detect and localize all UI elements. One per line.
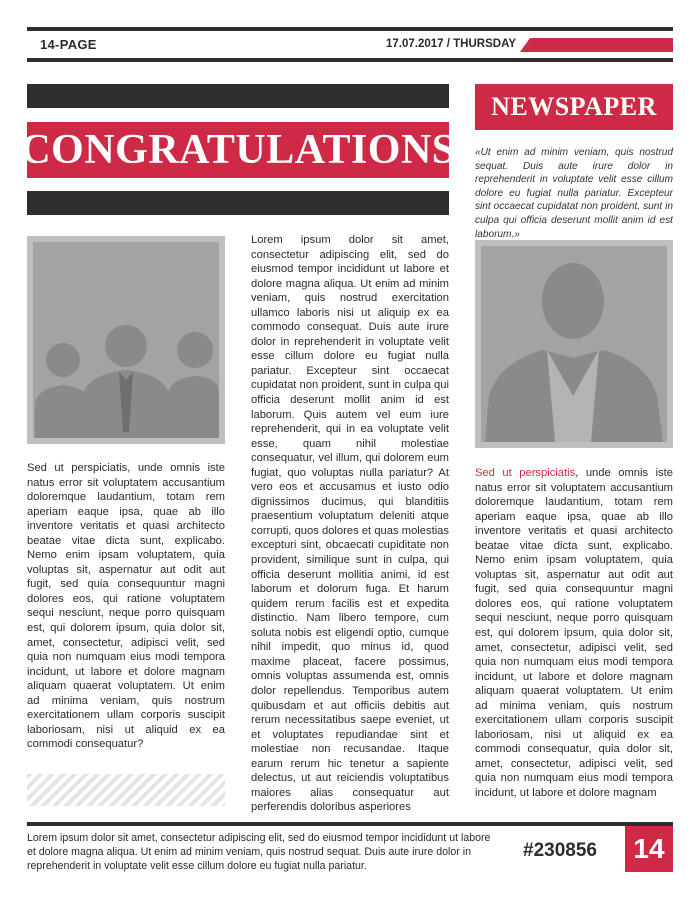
group-photo-frame (33, 242, 219, 438)
group-photo (27, 236, 225, 444)
right-column-text (475, 466, 673, 801)
headline-top-bar (27, 84, 449, 108)
middle-column-text: Lorem ipsum dolor sit amet, consectetur adipiscing elit, sed do eiusmod tempor incididunt ut labore et dolore magna aliqua. Ut enim ad minim veniam, quis nostrud exercitation ullamco laboris nisi ut aliquip ex ea commodo consequat. Duis aute irure dolor in reprehenderit in voluptate velit esse cillum dolore eu fugiat nulla pariatur. Excepteur sint occaecat cupidatat non proident, sunt in culpa qui officia deserunt mollit anim id est laborum. Quis autem vel eum iure reprehenderit, qui in ea voluptate velit esse, quam nihil molestiae consequatur, vel illum, qui dolorem eum fugiat, quo voluptas nulla pariatur? At vero eos et accusamus et iusto odio dignissimos ducimus, qui blanditiis praesentium voluptatum deleniti atque corrupti, quos dolores et quas molestias excepturi sint, obcaecati cupiditate non provident, similique sunt in culpa, qui officia deserunt mollitia animi, id est laborum et dolorum fuga. Et harum quidem rerum facilis est et expedita distinctio. Nam libero tempore, cum soluta nobis est eligendi optio, cumque nihil impedit, quo minus id, quod maxime placeat, facere possimus, omnis voluptas assumenda est, omnis dolor repellendus. Temporibus autem quibusdam et aut officiis debitis aut rerum necessitatibus saepe eveniet, ut et voluptates repudiandae sint et molestiae non recusandae. Itaque earum rerum hic tenetur a sapiente delectus, ut aut reiciendis voluptatibus maiores alias consequatur aut perferendis doloribus asperiores (251, 234, 449, 814)
person-silhouette-icon (481, 246, 667, 442)
footer-text: Lorem ipsum dolor sit amet, consectetur adipiscing elit, sed do eiusmod tempor incididunt ut labore et dolore magna aliqua. Ut enim ad minim veniam, quis nostrud sequat. Duis aute irure dolor in reprehenderit in voluptate velit esse cillum dolore eu fugiat nulla pariatur. (27, 832, 491, 872)
date-line: 17.07.2017 / THURSDAY (386, 38, 516, 50)
sidebar-title: NEWSPAPER (475, 84, 673, 130)
right-column-body: , unde omnis iste natus error sit voluptatem accusantium doloremque laudantium, totam rem aperiam eaque ipsa, quae ab illo inventore veritatis et quasi architecto beatae vitae dicta sunt, explicabo. Nemo enim ipsam voluptatem, quia voluptas sit, aspernatur aut odit aut fugit, sed quia consequuntur magni dolores eos, qui ratione voluptatem sequi nesciunt, neque porro quisquam est, qui dolorem ipsum, quia dolor sit, amet, consectetur, adipisci velit, sed quia non numquam eius modi tempora incidunt, ut labore et dolore magnam aliquam quaerat voluptatem. Ut enim ad minima veniam, quis nostrum exercitationem ullam corporis suscipit laboriosam, nisi ut aliquid ex ea commodi consequatur, quia dolor sit, amet, consectetur, adipisci velit, sed quia non numquam eius modi tempora incidunt, ut labore et dolore magnam (475, 467, 673, 800)
header-accent-bar (520, 38, 673, 52)
portrait-photo-frame (481, 246, 667, 442)
sidebar-quote: «Ut enim ad minim veniam, quis nostrud sequat. Duis aute irure dolor in reprehenderit in voluptate velit esse cillum dolore eu fugiat nulla pariatur. Excepteur sint occaecat cupidatat non proident, sunt in culpa qui officia deserunt mollit anim id est laborum.» (475, 147, 673, 240)
right-column-highlight: Sed ut perspiciatis (475, 467, 576, 479)
header-bottom-rule (27, 58, 673, 62)
striped-filler (27, 774, 225, 806)
left-column-text: Sed ut perspiciatis, unde omnis iste natus error sit voluptatem accusantium doloremque laudantium, totam rem aperiam eaque ipsa, quae ab illo inventore veritatis et quasi architecto beatae vitae dicta sunt, explicabo. Nemo enim ipsam voluptatem, quia voluptas sit, aspernatur aut odit aut fugit, sed quia consequuntur magni dolores eos, qui ratione voluptatem sequi nesciunt, neque porro quisquam est, qui dolorem ipsum, quia dolor sit, amet, consectetur, adipisci velit, sed quia non numquam eius modi tempora incidunt, ut labore et dolore magnam aliquam quaerat voluptatem. Ut enim ad minima veniam, quis nostrum exercitationem ullam corporis suscipit laboriosam, nisi ut aliquid ex ea commodi consequatur? (27, 462, 225, 751)
headline: CONGRATULATIONS (27, 122, 449, 178)
page-label: 14-PAGE (40, 37, 97, 52)
footer-rule (27, 822, 673, 826)
page-number-box: 14 (625, 826, 673, 872)
header-top-rule (27, 27, 673, 31)
group-silhouette-icon (33, 242, 219, 438)
headline-bottom-bar (27, 191, 449, 215)
issue-number: #230856 (523, 840, 597, 861)
portrait-photo (475, 240, 673, 448)
